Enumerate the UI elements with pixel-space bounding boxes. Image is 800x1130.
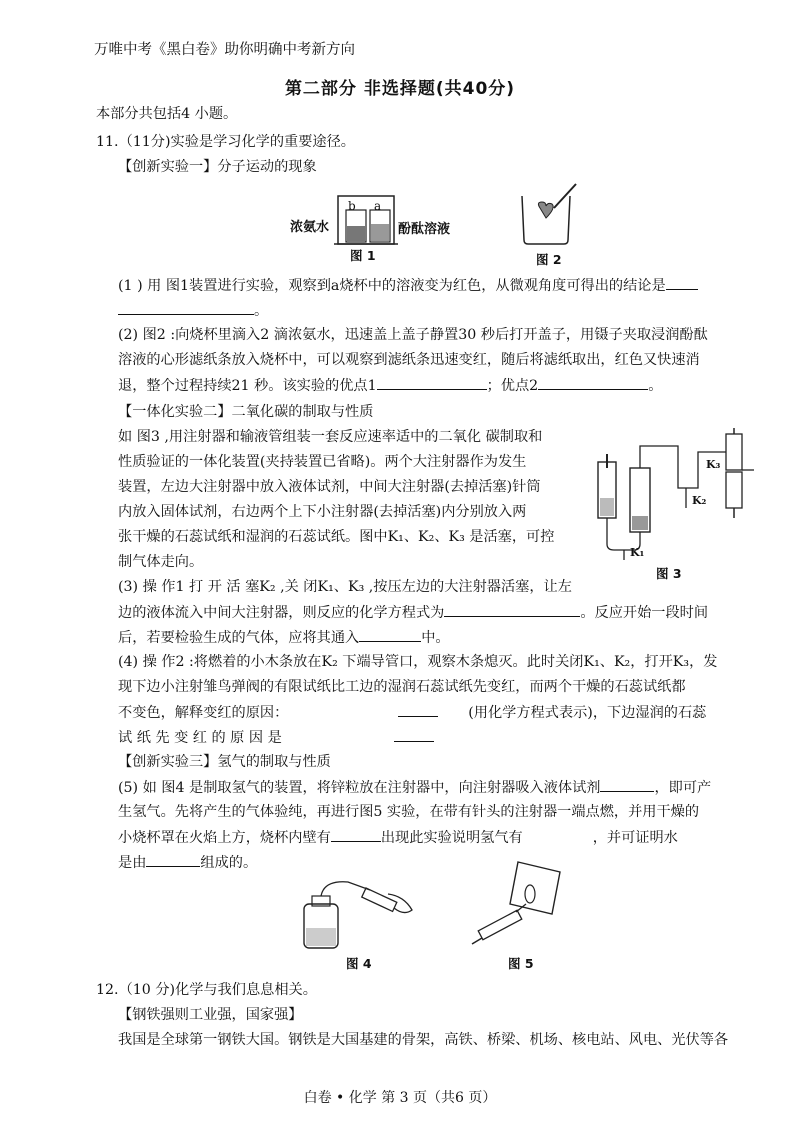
section-intro: 本部分共包括4 小题。 <box>96 106 238 122</box>
q11-p5-line4b: 组成的。 <box>200 855 258 871</box>
q11-p5-line4 <box>118 852 257 873</box>
fig3-caption: 图 3 <box>656 566 682 581</box>
exp2-line6: 制气体走向。 <box>118 554 204 570</box>
section-title: 第二部分 非选择题(共40分) <box>284 79 516 99</box>
q11-p3-line2 <box>118 602 708 623</box>
answer-blank[interactable] <box>666 275 698 290</box>
answer-blank[interactable] <box>377 375 487 390</box>
figure-5-drawing <box>470 856 570 952</box>
q11-p2-line1: (2) 图2 :向烧杯里滴入2 滴浓氨水，迅速盖上盖子静置30 秒后打开盖子，用镊子夹取浸润酚酞 <box>118 327 708 343</box>
answer-blank[interactable] <box>118 300 254 315</box>
figure-3-drawing <box>594 428 764 568</box>
fig3-label-k1: K₁ <box>630 546 645 559</box>
q12-line1: 我国是全球第一钢铁大国。钢铁是大国基建的骨架，高铁、桥梁、机场、核电站、风电、光伏等各 <box>118 1032 729 1048</box>
page-footer: 白卷 • 化学 第 3 页（共6 页） <box>303 1090 497 1106</box>
fig1-label-phenolphthalein: 酚酞溶液 <box>398 222 451 237</box>
q11-p1-end-text: 。 <box>254 303 269 319</box>
figure-4 <box>300 876 420 972</box>
q11-p4-line2: 现下边小注射雏鸟弹阀的有限试纸比工边的湿润石蕊试纸先变红，而两个干燥的石蕊试纸都 <box>118 679 686 695</box>
q11-p2-line3 <box>118 375 662 396</box>
q11-p5-line4a: 是由 <box>118 855 147 871</box>
q11-p4-line1: (4) 操 作2 :将燃着的小木条放在K₂ 下端导管口，观察木条熄灭。此时关闭K₁、K₂，打开K₃，发 <box>118 654 718 670</box>
q11-p3-line2b: 。反应开始一段时间 <box>580 605 709 621</box>
q11-p1-text: (1 ) 用 图1装置进行实验，观察到a烧杯中的溶液变为红色，从微观角度可得出的结论是 <box>118 278 666 294</box>
answer-blank[interactable] <box>538 375 648 390</box>
figure-5 <box>470 856 570 972</box>
figure-2-drawing <box>514 178 584 248</box>
q11-p4-line3a: 不变色，解释变红的原因： <box>118 705 289 721</box>
exp2-line1: 如 图3 ,用注射器和输液管组装一套反应速率适中的二氧化 碳制取和 <box>118 429 543 445</box>
q11-p2-line3c: 。 <box>648 378 663 394</box>
answer-blank[interactable] <box>523 827 593 842</box>
q11-head: 11.（11分)实验是学习化学的重要途径。 <box>96 134 355 150</box>
exp2-title: 【一体化实验二】二氧化碳的制取与性质 <box>118 404 374 420</box>
q12-head: 12.（10 分)化学与我们息息相关。 <box>96 982 317 998</box>
q11-p5-line3b: 出现此实验说明氢气有 <box>380 830 523 846</box>
q11-p2-line3b: ；优点2 <box>486 378 539 394</box>
q11-p3-line2a: 边的液体流入中间大注射器，则反应的化学方程式为 <box>118 605 445 621</box>
q11-p4-line4 <box>118 727 434 748</box>
q11-p3-line3 <box>118 627 450 648</box>
q11-p2-line2: 溶液的心形滤纸条放入烧杯中，可以观察到滤纸条迅速变红，随后将滤纸取出，红色又快速消 <box>118 352 700 368</box>
q11-p5-line3 <box>118 827 678 848</box>
figure-3 <box>594 428 764 584</box>
fig1-label-b: b <box>348 199 356 213</box>
q11-p4-line3 <box>118 702 706 723</box>
answer-blank[interactable] <box>444 602 580 617</box>
fig3-label-k3: K₃ <box>706 458 721 471</box>
fig5-caption: 图 5 <box>508 956 534 971</box>
q11-p5-line3c: ，并可证明水 <box>592 830 678 846</box>
q11-p3-line3a: 后，若要检验生成的气体，应将其通入 <box>118 630 360 646</box>
fig2-caption: 图 2 <box>536 252 562 267</box>
fig1-label-a: a <box>374 199 382 213</box>
q11-p3-line3b: 中。 <box>421 630 450 646</box>
figure-2 <box>514 178 584 268</box>
answer-blank[interactable] <box>394 727 434 742</box>
answer-blank[interactable] <box>146 852 200 867</box>
answer-blank[interactable] <box>331 827 381 842</box>
q11-p4-line3b: (用化学方程式表示)，下边湿润的石蕊 <box>468 705 707 721</box>
q11-p5-line1a: (5) 如 图4 是制取氢气的装置，将锌粒放在注射器中，向注射器吸入液体试剂 <box>118 780 601 796</box>
exp2-line2: 性质验证的一体化装置(夹持装置已省略)。两个大注射器作为发生 <box>118 454 527 470</box>
q11-p5-line1 <box>118 777 711 798</box>
answer-blank[interactable] <box>398 702 438 717</box>
q11-p5-line3a: 小烧杯罩在火焰上方，烧杯内壁有 <box>118 830 331 846</box>
q12-subtitle: 【钢铁强则工业强，国家强】 <box>118 1007 303 1023</box>
exp1-title: 【创新实验一】分子运动的现象 <box>118 159 317 175</box>
exp2-line4: 内放入固体试剂，右边两个上下小注射器(去掉活塞)内分别放入两 <box>118 504 527 520</box>
figure-4-drawing <box>300 876 420 952</box>
q11-p3-line1: (3) 操 作1 打 开 活 塞K₂ ,关 闭K₁、K₃ ,按压左边的大注射器活塞，让左 <box>118 579 572 595</box>
answer-blank[interactable] <box>359 627 421 642</box>
fig4-caption: 图 4 <box>346 956 372 971</box>
q11-p1 <box>118 275 698 296</box>
q11-p5-line2: 生氢气。先将产生的气体验纯，再进行图5 实验，在带有针头的注射器一端点燃，并用干燥的 <box>118 804 700 820</box>
answer-blank[interactable] <box>600 777 654 792</box>
q11-p4-line4a: 试 纸 先 变 红 的 原 因 是 <box>118 730 282 746</box>
q11-p1-end <box>118 300 268 321</box>
exp2-line5: 张干燥的石蕊试纸和湿润的石蕊试纸。图中K₁、K₂、K₃ 是活塞，可控 <box>118 529 555 545</box>
q11-p5-line1b: ，即可产 <box>654 780 712 796</box>
exp2-line3: 装置，左边大注射器中放入液体试剂，中间大注射器(去掉活塞)针筒 <box>118 479 541 495</box>
fig3-label-k2: K₂ <box>692 494 707 507</box>
exp3-title: 【创新实验三】氢气的制取与性质 <box>118 754 331 770</box>
q11-p2-line3a: 退，整个过程持续21 秒。该实验的优点1 <box>118 378 377 394</box>
page-header: 万唯中考《黑白卷》助你明确中考新方向 <box>94 42 355 58</box>
fig1-caption: 图 1 <box>350 248 376 263</box>
fig1-label-ammonia: 浓氨水 <box>290 220 330 235</box>
figure-1 <box>290 190 470 263</box>
